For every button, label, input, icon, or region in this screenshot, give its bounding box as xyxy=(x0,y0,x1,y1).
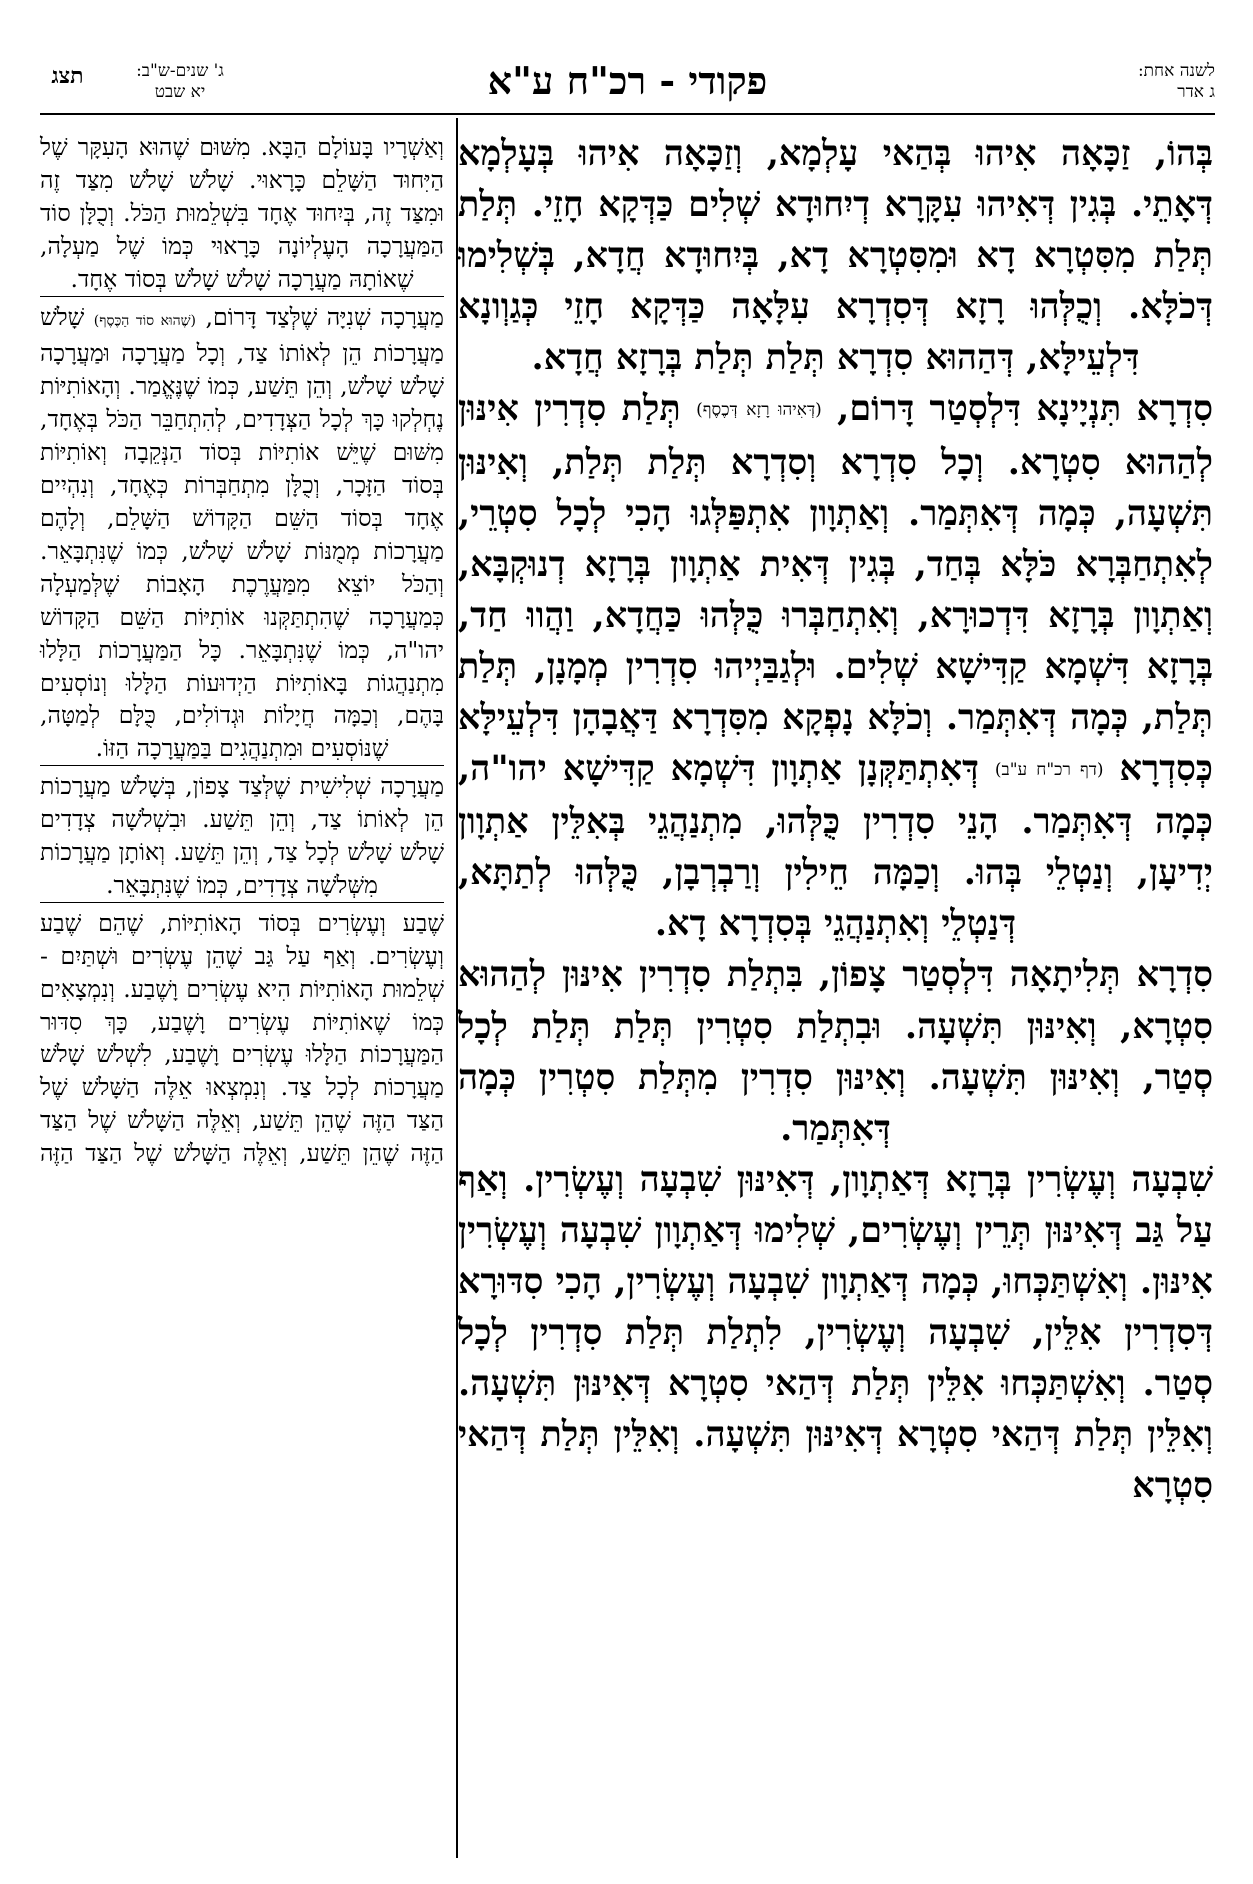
commentary-paragraph xyxy=(40,131,444,297)
main-paragraph-text: תְּלַת סִדְרִין אִינּוּן לְהַהוּא סִטְרָא. וְכָל סִדְרָא וְסִדְרָא תְּלַת תְּלַת, וְאִינּוּן תִּשְׁעָה, כְּמָה דְּאִתְּמַר. וְאַתְוָון אִתְפַּלְּגוּ הָכִי לְכָל סִטְרֵי, לְאִתְחַבְּרָא כֹּלָּא בְּחַד, בְּגִין דְּאִית אַתְוָון בְּרָזָא דְנוּקְבָּא, וְאַתְוָון בְּרָזָא דִּדְכוּרָא, וְאִתְחַבְּרוּ כֻּלְּהוּ כַּחֲדָא, וַהֲווּ חַד, בְּרָזָא דִּשְׁמָא קַדִּישָׁא שְׁלִים. וּלְגַבַּיְיהוּ סִדְרִין מְמָנָן, תְּלַת תְּלַת, כְּמָה דְּאִתְּמַר. וְכֹלָּא נָפְקָא מִסִּדְרָא דַּאֲבָהָן דִּלְעֵילָּא כְּסִדְרָא xyxy=(458,388,1214,790)
commentary-text: שָׁלֹשׁ מַעֲרָכוֹת הֵן לְאוֹתוֹ צַד, וְכָל מַעֲרָכָה וּמַעֲרָכָה שָׁלֹשׁ שָׁלֹשׁ, וְהֵן תֵּשַׁע, כְּמוֹ שֶׁנֶּאֱמַר. וְהָאוֹתִיּוֹת נֶחְלְקוּ כָּךְ לְכָל הַצְּדָדִים, לְהִתְחַבֵּר הַכֹּל בְּאֶחָד, מִשּׁוּם שֶׁיֵּשׁ אוֹתִיּוֹת בְּסוֹד הַנְּקֵבָה וְאוֹתִיּוֹת בְּסוֹד הַזָּכָר, וְכֻלָּן מִתְחַבְּרוֹת כְּאֶחָד, וְנִהְיִים אֶחָד בְּסוֹד הַשֵּׁם הַקָּדוֹשׁ הַשָּׁלֵם, וְלָהֶם מַעֲרָכוֹת מְמֻנּוֹת שָׁלֹשׁ שָׁלֹשׁ, כְּמוֹ שֶׁנִּתְבָּאֵר. וְהַכֹּל יוֹצֵא מִמַּעֲרֶכֶת הָאָבוֹת שֶׁלְּמַעְלָה כְּמַעֲרָכָה שֶׁהִתְתַּקְּנוּ אוֹתִיּוֹת הַשֵּׁם הַקָּדוֹשׁ יהו"ה, כְּמוֹ שֶׁנִּתְבָּאֵר. כָּל הַמַּעֲרָכוֹת הַלָּלוּ מִתְנַהֲגוֹת בָּאוֹתִיּוֹת הַיְדוּעוֹת הַלָּלוּ וְנוֹסְעִים בָּהֶם, וְכַמָּה חֲיָלוֹת וּגְדוֹלִים, כֻּלָּם לְמַטָּה, שֶׁנּוֹסְעִים וּמִתְנַהֲגִים בַּמַּעֲרָכָה הַזּוֹ. xyxy=(40,302,444,763)
commentary-paragraph xyxy=(40,301,444,767)
main-paragraph-text: סִדְרָא תְּלִיתָאָה דִּלְסְטַר צָפוֹן, בִּתְלַת סִדְרִין אִינּוּן לְהַהוּא סִטְרָא, וְאִינּוּן תִּשְׁעָה. וּבִתְלַת סִטְרִין תְּלַת תְּלַת לְכָל סְטַר, וְאִינּוּן תִּשְׁעָה. וְאִינּוּן סִדְרִין מִתְּלַת סִטְרִין כְּמָה דְּאִתְּמַר. xyxy=(458,954,1213,1149)
main-paragraph xyxy=(458,1154,1213,1512)
page-title: פקודי - רכ"ח ע"א xyxy=(487,58,768,103)
inline-note: (דְּאִיהוּ רָזָא דְּכֶסֶף) xyxy=(696,400,822,421)
column-divider xyxy=(456,118,458,1858)
page-header xyxy=(40,55,1215,115)
main-paragraph-text: שִׁבְעָה וְעֶשְׂרִין בְּרָזָא דְּאַתְוָון, דְּאִינּוּן שִׁבְעָה וְעֶשְׂרִין. וְאַף עַל גַּב דְּאִינּוּן תְּרֵין וְעֶשְׂרִים, שְׁלִימוּ דְּאַתְוָון שִׁבְעָה וְעֶשְׂרִין אִינּוּן. וְאִשְׁתַּכְּחוּ, כְּמָה דְּאַתְוָון שִׁבְעָה וְעֶשְׂרִין, הָכִי סִדּוּרָא דְּסִדְרִין אִלֵּין, שִׁבְעָה וְעֶשְׂרִין, לִתְלַת תְּלַת סִדְרִין לְכָל סְטַר. וְאִשְׁתַּכְּחוּ אִלֵּין תְּלַת דְּהַאי סִטְרָא דְּאִינּוּן תִּשְׁעָה. וְאִלֵּין תְּלַת דְּהַאי סִטְרָא דְּאִינּוּן תִּשְׁעָה. וְאִלֵּין תְּלַת דְּהַאי סִטְרָא xyxy=(458,1158,1213,1507)
reading-schedule-three-years xyxy=(105,61,255,103)
commentary-paragraph xyxy=(40,907,444,1170)
inline-note: (שֶׁהוּא סוֹד הַכֶּסֶף) xyxy=(93,312,196,329)
schedule-date: יא שבט xyxy=(154,82,206,102)
main-text-column xyxy=(458,128,1213,1511)
commentary-text: מַעֲרָכָה שְׁלִישִׁית שֶׁלְּצַד צָפוֹן, בְּשָׁלֹשׁ מַעֲרָכוֹת הֵן לְאוֹתוֹ צַד, וְהֵן תֵּשַׁע. וּבִשְׁלֹשָׁה צְדָדִים שָׁלֹשׁ שָׁלֹשׁ לְכָל צַד, וְהֵן תֵּשַׁע. וְאוֹתָן מַעֲרָכוֹת מִשְּׁלֹשָׁה צְדָדִים, כְּמוֹ שֶׁנִּתְבָּאֵר. xyxy=(40,772,444,899)
schedule-date: ג אדר xyxy=(1177,82,1215,102)
commentary-text: שֶׁבַע וְעֶשְׂרִים בְּסוֹד הָאוֹתִיּוֹת, שֶׁהֵם שֶׁבַע וְעֶשְׂרִים. וְאַף עַל גַּב שֶׁהֵן עֶשְׂרִים וּשְׁתַּיִם - שְׁלֵמוּת הָאוֹתִיּוֹת הִיא עֶשְׂרִים וָשֶׁבַע. וְנִמְצָאִים כְּמוֹ שֶׁאוֹתִיּוֹת עֶשְׂרִים וָשֶׁבַע, כָּךְ סִדּוּר הַמַּעֲרָכוֹת הַלָּלוּ עֶשְׂרִים וָשֶׁבַע, לִשְׁלֹשׁ שָׁלֹשׁ מַעֲרָכוֹת לְכָל צַד. וְנִמְצְאוּ אֵלֶּה הַשָּׁלֹשׁ שֶׁל הַצַּד הַזֶּה שֶׁהֵן תֵּשַׁע, וְאֵלֶּה הַשָּׁלֹשׁ שֶׁל הַצַּד הַזֶּה שֶׁהֵן תֵּשַׁע, וְאֵלֶּה הַשָּׁלֹשׁ שֶׁל הַצַּד הַזֶּה xyxy=(40,908,444,1168)
schedule-label: ג' שנים-ש"ב: xyxy=(136,61,224,81)
commentary-text: מַעֲרָכָה שְׁנִיָּה שֶׁלְּצַד דָּרוֹם, xyxy=(205,302,444,331)
main-paragraph xyxy=(458,949,1213,1153)
main-paragraph-text: דְּאִתְתַּקְּנָן אַתְוָון דִּשְׁמָא קַדִּישָׁא יהו"ה, כְּמָה דְּאִתְּמַר. הָנֵי סִדְרִין כֻּלְּהוּ, מִתְנַהֲגֵי בְּאִלֵּין אַתְוָון יְדִיעָן, וְנַטְלֵי בְּהוּ. וְכַמָּה חֵילִין וְרַבְרְבָן, כֻּלְּהוּ לְתַתָּא, דְּנַטְלֵי וְאִתְנַהֲגֵי בְּסִדְרָא דָא. xyxy=(458,748,1213,945)
main-paragraph-text: סִדְרָא תִּנְיָינָא דִּלְסְטַר דָּרוֹם, xyxy=(837,388,1214,430)
commentary-column xyxy=(40,128,444,1170)
main-paragraph xyxy=(458,128,1213,383)
schedule-label: לשנה אחת: xyxy=(1137,61,1215,81)
page-number: תצג xyxy=(51,63,84,89)
commentary-paragraph xyxy=(40,770,444,903)
daf-reference: (דף רכ"ח ע"ב) xyxy=(994,760,1104,781)
commentary-text: וְאַשְׁרָיו בָּעוֹלָם הַבָּא. מִשּׁוּם שֶׁהוּא הָעִקָּר שֶׁל הַיִּחוּד הַשָּׁלֵם כָּרָאוּי. שָׁלֹשׁ שָׁלֹשׁ מִצַּד זֶה וּמִצַּד זֶה, בְּיִחוּד אֶחָד בִּשְׁלֵמוּת הַכֹּל. וְכֻלָּן סוֹד הַמַּעֲרָכָה הָעֶלְיוֹנָה כָּרָאוּי כְּמוֹ שֶׁל מַעְלָה, שֶׁאוֹתָהּ מַעֲרָכָה שָׁלֹשׁ שָׁלֹשׁ בְּסוֹד אֶחָד. xyxy=(40,133,444,293)
main-paragraph xyxy=(458,383,1213,949)
main-paragraph-text: בְּהוֹ, זַכָּאָה אִיהוּ בְּהַאי עָלְמָא, וְזַכָּאָה אִיהוּ בְּעָלְמָא דְּאָתֵי. בְּגִין דְּאִיהוּ עִקָּרָא דְיִחוּדָא שְׁלִים כַּדְּקָא חָזֵי. תְּלַת תְּלַת מִסִּטְרָא דָא וּמִסִּטְרָא דָא, בְּיִחוּדָא חֲדָא, בְּשְׁלִימוּ דְּכֹלָּא. וְכֻלְּהוּ רָזָא דְּסִדְרָא עִלָּאָה כַּדְּקָא חָזֵי כְּגַוְונָא דִּלְעֵילָּא, דְּהַהוּא סִדְרָא תְּלַת תְּלַת בְּרָזָא חֲדָא. xyxy=(458,133,1213,379)
